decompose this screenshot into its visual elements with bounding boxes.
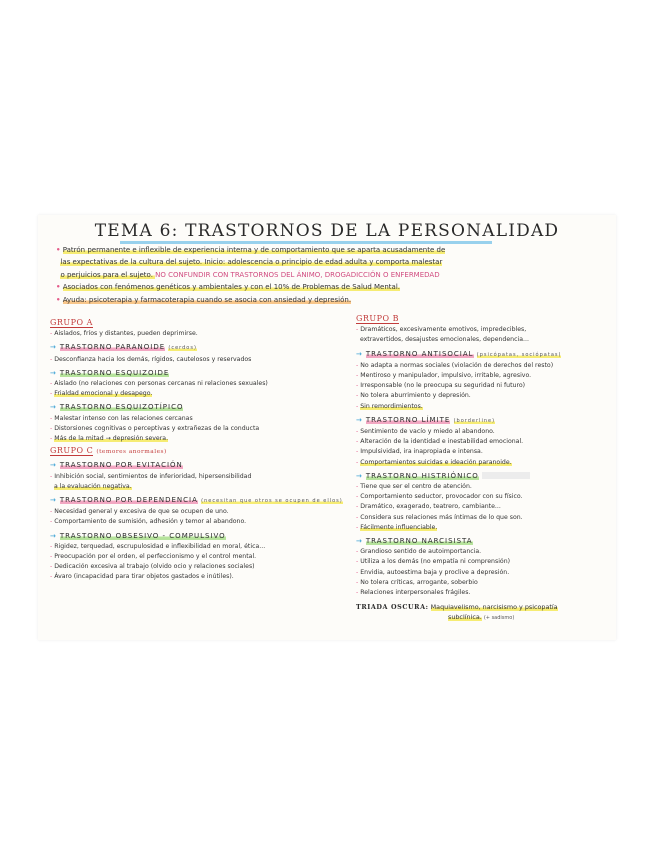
list-item: - Sin remordimientos.: [356, 402, 423, 410]
list-item: - Frialdad emocional y desapego.: [50, 390, 153, 398]
disorder-paranoide: → TRASTORNO PARANOIDE (cerdos): [50, 343, 197, 352]
disorder-evitacion: → TRASTORNO POR EVITACIÓN: [50, 461, 183, 470]
list-item: - Comportamiento seductor, provocador con su físico.: [356, 493, 523, 501]
list-item: - Necesidad general y excesiva de que se ocupen de uno.: [50, 508, 229, 516]
list-item: - No tolera críticas, arrogante, soberbio: [356, 578, 478, 586]
arrow-icon: →: [356, 537, 363, 546]
group-a-title: GRUPO A: [50, 318, 93, 327]
disorder-narcisista: → TRASTORNO NARCISISTA: [356, 537, 473, 546]
disorder-dependencia: → TRASTORNO POR DEPENDENCIA (necesitan que otros se ocupen de ellos): [50, 496, 343, 505]
list-item: - Dedicación excesiva al trabajo (olvido ocio y relaciones sociales): [50, 563, 255, 571]
list-item: - Sentimiento de vacío y miedo al abandono.: [356, 428, 495, 436]
notes-sheet: [38, 215, 616, 640]
list-item: - Preocupación por el orden, el perfeccionismo y el control mental.: [50, 553, 257, 561]
list-item: - No adapta a normas sociales (violación de derechos del resto): [356, 361, 554, 369]
left-column: [50, 316, 350, 583]
list-item: - Desconfianza hacia los demás, rígidos, cautelosos y reservados: [50, 355, 252, 363]
arrow-icon: →: [50, 461, 57, 470]
list-item: - Utiliza a los demás (no empatía ni comprensión): [356, 558, 511, 566]
list-item: - Aislado (no relaciones con personas cercanas ni relaciones sexuales): [50, 380, 268, 388]
list-item: - Malestar intenso con las relaciones cercanas: [50, 414, 193, 422]
list-item: - Dramático, exagerado, teatrero, cambiante...: [356, 503, 501, 511]
list-item: - Irresponsable (no le preocupa su seguridad ni futuro): [356, 382, 526, 390]
right-column: [356, 312, 608, 624]
list-item: - Impulsividad, ira inapropiada e intensa.: [356, 448, 483, 456]
list-item: a la evaluación negativa.: [53, 482, 132, 490]
list-item: - Inhibición social, sentimientos de inferioridad, hipersensibilidad: [50, 472, 252, 480]
disorder-histrionico: → TRASTORNO HISTRIÓNICO: [356, 471, 608, 481]
list-item: - Relaciones interpersonales frágiles.: [356, 589, 471, 597]
arrow-icon: →: [356, 349, 363, 358]
arrow-icon: →: [356, 471, 363, 480]
arrow-icon: →: [50, 368, 57, 377]
intro-line-3: o perjuicios para el sujeto. NO CONFUNDIR CON TRASTORNOS DEL ÁNIMO, DROGADICCIÓN O ENFERMEDAD: [60, 270, 440, 279]
list-item: - Más de la mitad → depresión severa.: [50, 435, 169, 443]
intro-line-1: • Patrón permanente e inflexible de experiencia interna y de comportamiento que se aparta acusadamente de: [56, 246, 446, 254]
page-title: TEMA 6: TRASTORNOS DE LA PERSONALIDAD: [94, 221, 560, 241]
group-b-title: GRUPO B: [356, 314, 400, 323]
intro-section: [56, 245, 604, 307]
group-b-intro-2: extravertidos, desajustes emocionales, dependencia...: [359, 336, 529, 344]
list-item: - Alteración de la identidad e inestabilidad emocional.: [356, 438, 524, 446]
group-b-intro-1: - Dramáticos, excesivamente emotivos, impredecibles,: [356, 326, 527, 334]
triada-oscura: TRIADA OSCURA: Maquiavelismo, narcisismo y psicopatía subclínica. (+ sadismo): [356, 603, 558, 622]
list-item: - Distorsiones cognitivas o perceptivas y extrañezas de la conducta: [50, 424, 260, 432]
disorder-esquizotipico: → TRASTORNO ESQUIZOTÍPICO: [50, 403, 184, 412]
list-item: - Grandioso sentido de autoimportancia.: [356, 548, 482, 556]
arrow-icon: →: [50, 343, 57, 352]
list-item: - Mentiroso y manipulador, impulsivo, irritable, agresivo.: [356, 372, 532, 380]
intro-line-5: • Ayuda: psicoterapia y farmacoterapia cuando se asocia con ansiedad y depresión.: [56, 295, 352, 304]
list-item: - Ávaro (incapacidad para tirar objetos gastados e inútiles).: [50, 573, 234, 581]
list-item: - Envidia, autoestima baja y proclive a depresión.: [356, 568, 510, 576]
list-item: - Rigidez, terquedad, escrupulosidad e inflexibilidad en moral, ética...: [50, 542, 266, 550]
redacted-mark: [482, 472, 530, 479]
list-item: - Fácilmente influenciable.: [356, 523, 438, 531]
group-a-intro: - Aislados, fríos y distantes, pueden deprimirse.: [50, 330, 198, 338]
list-item: - Tiene que ser el centro de atención.: [356, 483, 472, 491]
list-item: - No tolera aburrimiento y depresión.: [356, 392, 471, 400]
group-c-title: GRUPO C (temores anormales): [50, 446, 167, 456]
disorder-obsesivo: → TRASTORNO OBSESIVO - COMPULSIVO: [50, 531, 226, 540]
arrow-icon: →: [50, 403, 57, 412]
arrow-icon: →: [50, 531, 57, 540]
intro-line-2: las expectativas de la cultura del sujeto. Inicio: adolescencia o principio de edad adulta y comporta malestar: [60, 258, 443, 267]
arrow-icon: →: [356, 415, 363, 424]
disorder-antisocial: → TRASTORNO ANTISOCIAL (psicópatas, sociópatas): [356, 349, 562, 358]
disorder-esquizoide: → TRASTORNO ESQUIZOIDE: [50, 368, 170, 377]
list-item: - Comportamiento de sumisión, adhesión y temor al abandono.: [50, 518, 247, 526]
list-item: - Comportamientos suicidas e ideación paranoide.: [356, 458, 512, 466]
disorder-limite: → TRASTORNO LÍMITE (borderline): [356, 415, 496, 424]
arrow-icon: →: [50, 496, 57, 505]
list-item: - Considera sus relaciones más íntimas de lo que son.: [356, 513, 523, 521]
intro-line-4: • Asociados con fenómenos genéticos y ambientales y con el 10% de Problemas de Salud Mental.: [56, 283, 400, 292]
title-underline: [120, 241, 492, 244]
